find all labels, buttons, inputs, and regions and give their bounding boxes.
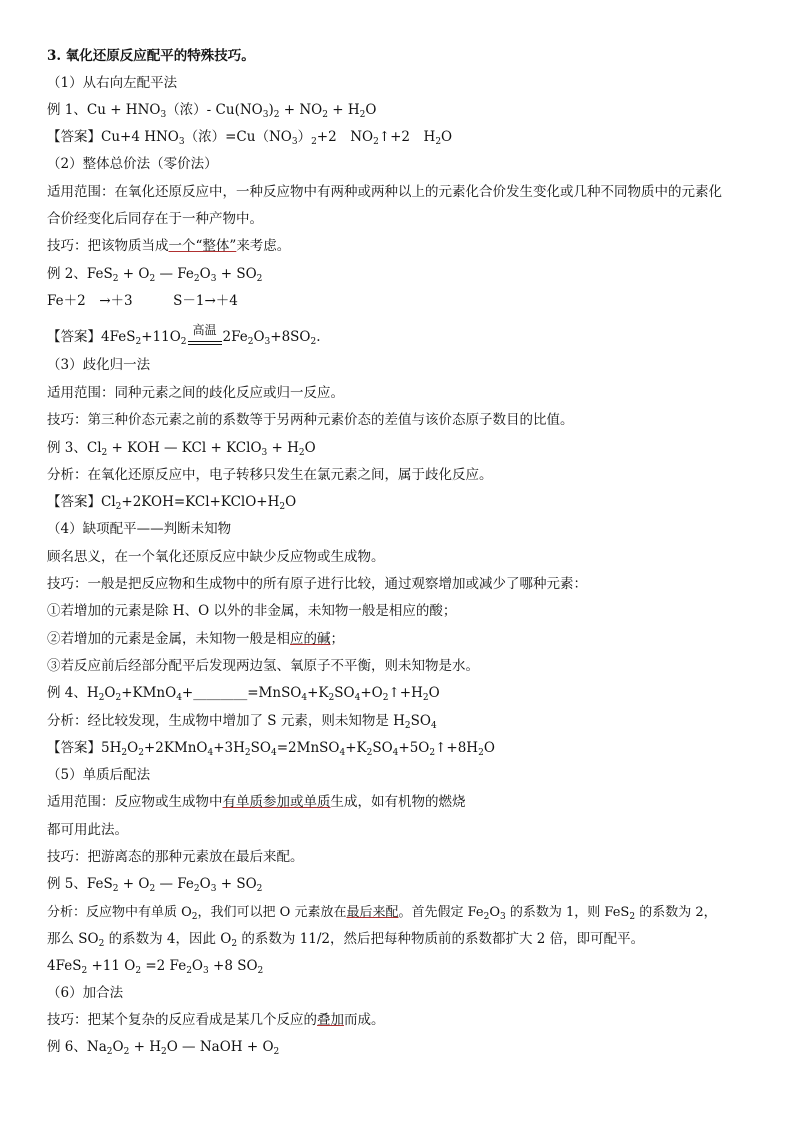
reaction-condition: 高温 <box>188 327 222 349</box>
highlight-underline: 叠加 <box>317 1012 344 1028</box>
method-4-intro: 顾名思义，在一个氧化还原反应中缺少反应物或生成物。 <box>47 549 385 565</box>
rule-3: ③若反应前后经部分配平后发现两边氢、氧原子不平衡，则未知物是水。 <box>47 658 479 674</box>
highlight-underline: 一个“整体” <box>168 238 237 254</box>
highlight-underline: 最后来配 <box>346 905 399 920</box>
highlight-underline: 应的碱 <box>290 631 331 647</box>
rule-2: ②若增加的元素是金属，未知物一般是相应的碱； <box>47 631 344 647</box>
answer-3: 【答案】$Cl_2+2KOH=KCl+KClO+H_2O$ <box>47 494 297 512</box>
valence-change: Fe＋2 →＋3 S－1→＋4 <box>47 293 238 309</box>
example-3-equation: 例 3、$Cl_2$ + KOH — KCl + KClO$_3$ + $H_2O$ <box>47 440 316 458</box>
method-4-tip: 技巧：一般是把反应物和生成物中的所有原子进行比较，通过观察增加或减少了哪种元素： <box>47 576 587 592</box>
example-1-equation: 例 1、$Cu + HNO_3$（浓）- $Cu(NO_3)_2 + NO_2 + H_2O$ <box>47 102 377 120</box>
method-3-scope: 适用范围：同种元素之间的歧化反应或归一反应。 <box>47 385 344 401</box>
method-6-title: （6）加合法 <box>47 985 124 1001</box>
answer-1: 【答案】Cu+4 $HNO_3$（浓）$=Cu(NO_3)_2+2$ $NO_2↑+2$ $H_2O$ <box>47 129 453 147</box>
method-4-title: （4）缺项配平——判断未知物 <box>47 521 232 537</box>
method-2-title: （2）整体总价法（零价法） <box>47 156 218 172</box>
answer-4: 【答案】$5H_2O_2+2KMnO_4+3H_2SO_4=2MnSO_4+K_2SO_4+5O_2↑+8H_2O$ <box>47 740 495 758</box>
example-2-equation: 例 2、$FeS_2 + O_2$ — $Fe_2O_3 + SO_2$ <box>47 266 263 284</box>
rule-1: ①若增加的元素是除 H、O 以外的非金属，未知物一般是相应的酸； <box>47 603 457 619</box>
method-3-title: （3）歧化归一法 <box>47 357 151 373</box>
method-1-title: （1）从右向左配平法 <box>47 75 178 91</box>
section-heading: 3. 氧化还原反应配平的特殊技巧。 <box>47 48 255 64</box>
method-5-title: （5）单质后配法 <box>47 767 151 783</box>
answer-2: 【答案】$4FeS_2+11O_2$ 高温 $2Fe_2O_3+8SO_2$. <box>47 322 321 347</box>
example-6-equation: 例 6、$Na_2O_2 + H_2O$ — NaOH + $O_2$ <box>47 1039 280 1057</box>
example-4-analysis: 分析：经比较发现，生成物中增加了 S 元素，则未知物是 $H_2SO_4$ <box>47 713 437 731</box>
example-3-analysis: 分析：在氧化还原反应中，电子转移只发生在氯元素之间，属于歧化反应。 <box>47 467 493 483</box>
method-5-scope-line2: 都可用此法。 <box>47 822 128 838</box>
method-5-tip: 技巧：把游离态的那种元素放在最后来配。 <box>47 849 304 865</box>
example-5-balanced: 4FeS$_2$ +11 $O_2 =2$ $Fe_2O_3 +8$ $SO_2$ <box>47 958 264 976</box>
highlight-underline: 有单质参加或单质 <box>222 794 331 810</box>
method-6-tip: 技巧：把某个复杂的反应看成是某几个反应的叠加而成。 <box>47 1012 385 1028</box>
example-5-analysis-line1: 分析：反应物中有单质 $O_2$，我们可以把 O 元素放在最后来配。首先假定 $Fe_2O_3$ 的系数为 1，则 FeS$_2$ 的系数为 2， <box>47 905 717 922</box>
method-2-scope-line1: 适用范围：在氧化还原反应中，一种反应物中有两种或两种以上的元素化合价发生变化或几种不同物质中的元素化 <box>47 184 722 200</box>
example-5-analysis-line2: 那么 $SO_2$ 的系数为 4，因此 $O_2$ 的系数为 11/2，然后把每种物质前的系数都扩大 2 倍，即可配平。 <box>47 931 645 949</box>
method-2-scope-line2: 合价经变化后同存在于一种产物中。 <box>47 211 263 227</box>
example-5-equation: 例 5、$FeS_2 + O_2$ — $Fe_2O_3 + SO_2$ <box>47 876 263 894</box>
method-5-scope-line1: 适用范围：反应物或生成物中有单质参加或单质生成，如有机物的燃烧 <box>47 794 466 810</box>
example-4-equation: 例 4、$H_2O_2+KMnO_4+\_\_\_\_\_\_\_\_=MnSO_4+K_2SO_4+O_2↑+H_2O$ <box>47 685 440 703</box>
method-2-tip: 技巧：把该物质当成一个“整体”来考虑。 <box>47 238 291 254</box>
method-3-tip: 技巧：第三种价态元素之前的系数等于另两种元素价态的差值与该价态原子数目的比值。 <box>47 412 574 428</box>
